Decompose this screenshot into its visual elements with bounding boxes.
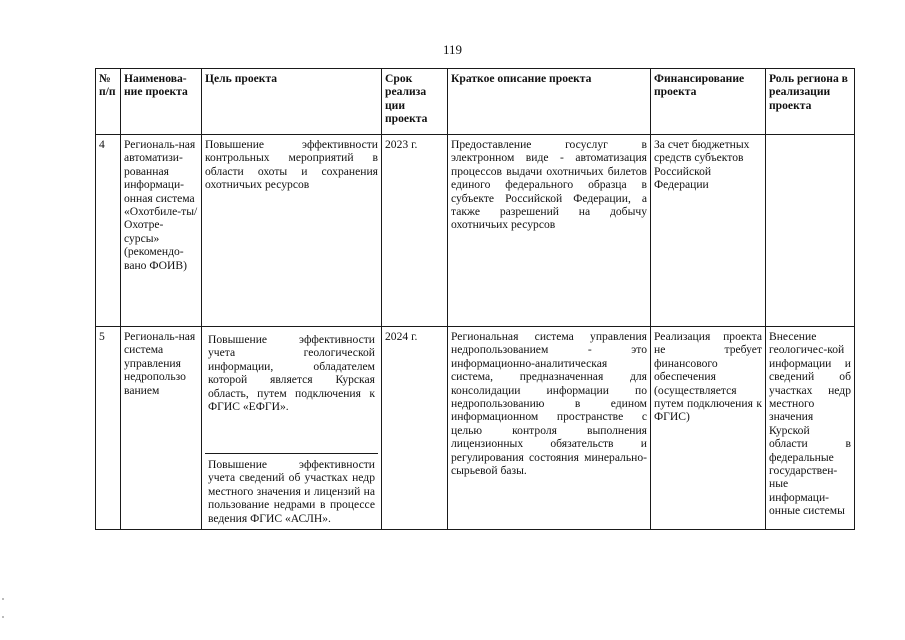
row-goal-cell bbox=[202, 327, 382, 530]
row-role bbox=[766, 135, 855, 327]
row-num: 4 bbox=[96, 135, 121, 327]
row-financing: Реализация проекта не требует финансового обеспечения (осуществляется путем подключения к ФГИС) bbox=[651, 327, 766, 530]
table-header-row bbox=[96, 69, 855, 135]
row-goal-part-2: Повышение эффективности учета сведений об участках недр местного значения и лицензий на пользование недрами в процессе ведения ФГИС «АСЛН». bbox=[208, 458, 375, 525]
row-num: 5 bbox=[96, 327, 121, 530]
table-row bbox=[96, 327, 855, 530]
header-description: Краткое описание проекта bbox=[448, 69, 651, 135]
row-financing: За счет бюджетных средств субъектов Российской Федерации bbox=[651, 135, 766, 327]
header-financing: Финансирование проекта bbox=[651, 69, 766, 135]
header-role: Роль региона в реализации проекта bbox=[766, 69, 855, 135]
row-term: 2024 г. bbox=[382, 327, 448, 530]
header-name: Наименова-ние проекта bbox=[121, 69, 202, 135]
table-row bbox=[96, 135, 855, 327]
page-number: 119 bbox=[442, 42, 463, 57]
header-term: Срок реализа ции проекта bbox=[382, 69, 448, 135]
row-role: Внесение геологичес-кой информации и сведений об участках недр местного значения Курской области в федеральные государствен-ные информаци-онные системы bbox=[766, 327, 855, 530]
row-goal-part-1: Повышение эффективности учета геологической информации, обладателем которой является Курская область, путем подключения к ФГИС «ЕФГИ». bbox=[205, 330, 378, 454]
projects-table bbox=[95, 68, 855, 530]
header-goal: Цель проекта bbox=[202, 69, 382, 135]
scan-speck bbox=[2, 616, 4, 618]
row-name: Региональ-ная автоматизи-рованная информаци-онная система «Охотбиле-ты/Охотре-сурсы» (рекомендо-вано ФОИВ) bbox=[121, 135, 202, 327]
header-num: № п/п bbox=[96, 69, 121, 135]
row-term: 2023 г. bbox=[382, 135, 448, 327]
row-description: Предоставление госуслуг в электронном виде - автоматизация процессов выдачи охотничьих билетов единого федерального образца в субъекте Российской Федерации, а также разрешений на добычу охотничьих ресурсов bbox=[448, 135, 651, 327]
row-goal: Повышение эффективности контрольных мероприятий в области охоты и сохранения охотничьих ресурсов bbox=[202, 135, 382, 327]
row-description: Региональная система управления недропользованием - это информационно-аналитическая система, предназначенная для консолидации информации по недропользованию в едином информационном пространстве с целью контроля выполнения лицензионных обязательств и регулирования состояния минерально-сырьевой базы. bbox=[448, 327, 651, 530]
row-name: Региональ-ная система управления недропользо ванием bbox=[121, 327, 202, 530]
scan-speck bbox=[2, 598, 4, 600]
